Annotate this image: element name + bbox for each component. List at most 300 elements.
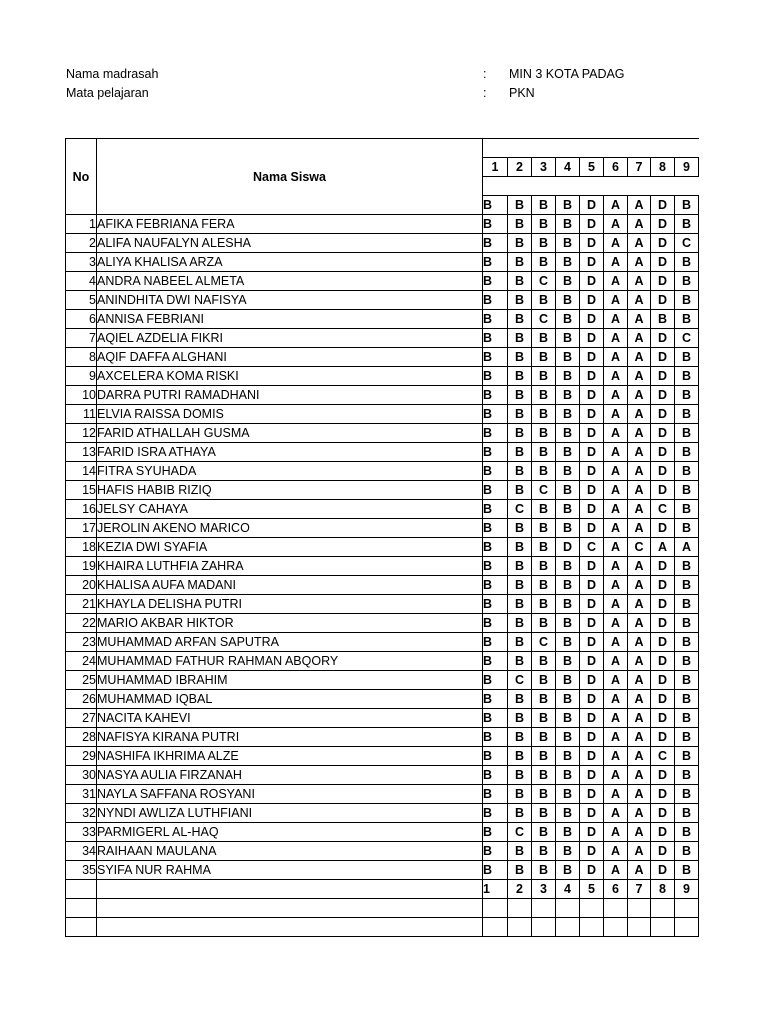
answer-cell: B	[556, 747, 580, 766]
table-row	[66, 519, 699, 538]
student-number: 9	[66, 367, 97, 386]
answer-cell: B	[508, 595, 532, 614]
answer-cell: B	[556, 557, 580, 576]
answer-cell: B	[532, 766, 556, 785]
answer-cell: B	[532, 557, 556, 576]
student-number: 33	[66, 823, 97, 842]
answer-cell: B	[508, 747, 532, 766]
answer-cell: B	[508, 861, 532, 880]
answer-cell: D	[651, 614, 675, 633]
answer-cell: A	[628, 310, 651, 329]
student-number: 13	[66, 443, 97, 462]
answer-cell: B	[532, 747, 556, 766]
student-number: 15	[66, 481, 97, 500]
student-name: ALIFA NAUFALYN ALESHA	[97, 234, 483, 253]
answer-cell: B	[532, 348, 556, 367]
student-number: 3	[66, 253, 97, 272]
answer-key-cell: B	[483, 196, 508, 215]
student-name: NYNDI AWLIZA LUTHFIANI	[97, 804, 483, 823]
answer-cell: B	[483, 804, 508, 823]
answer-cell: C	[628, 538, 651, 557]
answer-cell: A	[628, 481, 651, 500]
answer-cell: A	[628, 690, 651, 709]
student-number: 7	[66, 329, 97, 348]
student-number: 28	[66, 728, 97, 747]
answer-cell: A	[628, 576, 651, 595]
student-number: 27	[66, 709, 97, 728]
answer-cell: D	[651, 557, 675, 576]
answer-cell: A	[628, 291, 651, 310]
answer-cell: A	[628, 405, 651, 424]
answer-cell: A	[604, 576, 628, 595]
answer-cell: A	[628, 785, 651, 804]
answer-cell: A	[604, 500, 628, 519]
answer-cell: D	[580, 310, 604, 329]
answer-cell: A	[628, 519, 651, 538]
header-top-row	[66, 139, 699, 158]
answer-cell: D	[651, 595, 675, 614]
answer-cell: A	[604, 272, 628, 291]
student-name: NAYLA SAFFANA ROSYANI	[97, 785, 483, 804]
student-number: 31	[66, 785, 97, 804]
table-row	[66, 709, 699, 728]
student-name: JEROLIN AKENO MARICO	[97, 519, 483, 538]
school-label: Nama madrasah	[66, 67, 159, 81]
empty-cell	[628, 918, 651, 937]
answer-cell: A	[628, 595, 651, 614]
footer-number: 1	[483, 880, 508, 899]
student-number: 22	[66, 614, 97, 633]
table-row	[66, 595, 699, 614]
answer-cell: A	[604, 823, 628, 842]
table-row	[66, 253, 699, 272]
answer-cell: B	[483, 576, 508, 595]
answer-cell: A	[604, 462, 628, 481]
table-row	[66, 690, 699, 709]
student-name: AQIEL AZDELIA FIKRI	[97, 329, 483, 348]
answer-cell: A	[604, 766, 628, 785]
answer-cell: B	[556, 842, 580, 861]
answer-cell: B	[675, 291, 699, 310]
answer-cell: B	[556, 291, 580, 310]
answer-cell: B	[532, 690, 556, 709]
answer-cell: B	[508, 785, 532, 804]
answer-cell: B	[483, 424, 508, 443]
answer-cell: B	[532, 519, 556, 538]
student-number: 10	[66, 386, 97, 405]
answer-key-cell: B	[556, 196, 580, 215]
student-name: SYIFA NUR RAHMA	[97, 861, 483, 880]
answer-cell: B	[532, 709, 556, 728]
answer-cell: B	[556, 728, 580, 747]
answer-cell: C	[532, 310, 556, 329]
subject-colon: :	[483, 86, 487, 100]
question-number: 4	[556, 158, 580, 177]
answer-cell: A	[628, 367, 651, 386]
answer-cell: A	[604, 310, 628, 329]
answer-cell: B	[556, 861, 580, 880]
student-number: 6	[66, 310, 97, 329]
question-number: 1	[483, 158, 508, 177]
answer-cell: B	[508, 253, 532, 272]
answer-cell: B	[556, 310, 580, 329]
table-row	[66, 329, 699, 348]
empty-cell	[675, 918, 699, 937]
table-row	[66, 310, 699, 329]
answer-cell: D	[580, 747, 604, 766]
table-row	[66, 462, 699, 481]
student-number: 20	[66, 576, 97, 595]
footer-number: 8	[651, 880, 675, 899]
answer-cell: B	[483, 861, 508, 880]
student-number: 29	[66, 747, 97, 766]
answer-cell: D	[651, 519, 675, 538]
answer-cell: A	[604, 614, 628, 633]
answer-cell: B	[675, 386, 699, 405]
answer-cell: A	[604, 671, 628, 690]
answer-cell: B	[483, 367, 508, 386]
answer-cell: D	[651, 424, 675, 443]
answer-cell: B	[483, 234, 508, 253]
student-name: DARRA PUTRI RAMADHANI	[97, 386, 483, 405]
student-number: 8	[66, 348, 97, 367]
student-name: MARIO AKBAR HIKTOR	[97, 614, 483, 633]
table-row	[66, 842, 699, 861]
answer-cell: A	[604, 291, 628, 310]
answer-cell: D	[580, 272, 604, 291]
empty-row	[66, 918, 699, 937]
answer-cell: B	[675, 652, 699, 671]
answer-cell: D	[580, 519, 604, 538]
footer-empty-cell	[97, 880, 483, 899]
answer-cell: B	[508, 652, 532, 671]
table-row	[66, 861, 699, 880]
answer-cell: B	[508, 557, 532, 576]
answer-cell: B	[556, 405, 580, 424]
answer-cell: D	[651, 329, 675, 348]
question-number: 8	[651, 158, 675, 177]
answer-key-cell: B	[675, 196, 699, 215]
answer-cell: B	[508, 329, 532, 348]
answer-cell: D	[651, 272, 675, 291]
answer-cell: B	[508, 272, 532, 291]
empty-cell	[483, 918, 508, 937]
answer-sheet-table	[65, 138, 699, 937]
answer-cell: A	[604, 348, 628, 367]
answer-cell: A	[604, 861, 628, 880]
answer-cell: D	[651, 253, 675, 272]
answer-cell: B	[483, 728, 508, 747]
answer-cell: B	[675, 215, 699, 234]
answer-cell: A	[604, 595, 628, 614]
student-name: NAFISYA KIRANA PUTRI	[97, 728, 483, 747]
answer-cell: B	[508, 215, 532, 234]
answer-cell: B	[483, 481, 508, 500]
answer-cell: B	[508, 234, 532, 253]
empty-cell	[580, 899, 604, 918]
answer-cell: A	[604, 538, 628, 557]
answer-cell: B	[483, 253, 508, 272]
student-number: 17	[66, 519, 97, 538]
answer-cell: A	[628, 652, 651, 671]
answer-cell: A	[628, 823, 651, 842]
answer-cell: A	[604, 842, 628, 861]
answer-cell: B	[556, 272, 580, 291]
answer-cell: D	[651, 671, 675, 690]
school-colon: :	[483, 67, 487, 81]
answer-cell: B	[532, 367, 556, 386]
answer-cell: D	[580, 329, 604, 348]
answer-cell: B	[508, 614, 532, 633]
student-name: NASYA AULIA FIRZANAH	[97, 766, 483, 785]
answer-cell: B	[532, 671, 556, 690]
answer-cell: B	[556, 766, 580, 785]
answer-cell: A	[628, 633, 651, 652]
table-row	[66, 652, 699, 671]
answer-cell: B	[508, 405, 532, 424]
answer-cell: B	[508, 386, 532, 405]
answer-cell: B	[675, 747, 699, 766]
answer-cell: C	[532, 272, 556, 291]
header-blank-cell	[483, 139, 699, 158]
answer-cell: D	[580, 804, 604, 823]
answer-cell: B	[675, 576, 699, 595]
table-row	[66, 481, 699, 500]
answer-cell: B	[675, 405, 699, 424]
answer-cell: B	[532, 842, 556, 861]
answer-cell: B	[483, 348, 508, 367]
answer-cell: A	[628, 861, 651, 880]
answer-cell: B	[532, 652, 556, 671]
answer-cell: B	[532, 424, 556, 443]
answer-cell: D	[580, 557, 604, 576]
student-number: 14	[66, 462, 97, 481]
table-row	[66, 633, 699, 652]
empty-cell	[97, 918, 483, 937]
footer-empty-cell	[66, 880, 97, 899]
answer-cell: B	[556, 671, 580, 690]
answer-cell: A	[628, 614, 651, 633]
answer-cell: D	[651, 785, 675, 804]
answer-cell: B	[483, 614, 508, 633]
answer-key-cell: D	[580, 196, 604, 215]
answer-cell: B	[483, 272, 508, 291]
answer-cell: B	[556, 481, 580, 500]
answer-cell: D	[651, 348, 675, 367]
answer-cell: B	[556, 595, 580, 614]
answer-cell: B	[508, 291, 532, 310]
answer-cell: D	[651, 766, 675, 785]
answer-cell: C	[508, 823, 532, 842]
answer-cell: D	[651, 481, 675, 500]
answer-cell: D	[580, 405, 604, 424]
header-spacer-cell	[483, 177, 699, 196]
answer-cell: A	[604, 785, 628, 804]
answer-cell: B	[675, 823, 699, 842]
answer-cell: B	[675, 861, 699, 880]
answer-cell: A	[628, 329, 651, 348]
answer-cell: B	[508, 519, 532, 538]
answer-cell: B	[556, 329, 580, 348]
student-number: 26	[66, 690, 97, 709]
answer-cell: B	[532, 405, 556, 424]
empty-cell	[97, 899, 483, 918]
subject-value: PKN	[509, 86, 535, 100]
answer-cell: B	[675, 481, 699, 500]
answer-cell: C	[675, 234, 699, 253]
empty-cell	[556, 899, 580, 918]
answer-cell: B	[675, 272, 699, 291]
answer-cell: D	[580, 842, 604, 861]
table-row	[66, 823, 699, 842]
answer-cell: B	[556, 652, 580, 671]
answer-cell: A	[604, 481, 628, 500]
answer-cell: B	[483, 766, 508, 785]
answer-cell: B	[483, 443, 508, 462]
student-name: MUHAMMAD IBRAHIM	[97, 671, 483, 690]
school-value: MIN 3 KOTA PADAG	[509, 67, 625, 81]
answer-cell: B	[532, 595, 556, 614]
answer-cell: B	[483, 538, 508, 557]
footer-number: 9	[675, 880, 699, 899]
answer-cell: A	[628, 842, 651, 861]
empty-cell	[651, 918, 675, 937]
answer-cell: A	[604, 690, 628, 709]
student-name: AQIF DAFFA ALGHANI	[97, 348, 483, 367]
answer-cell: B	[556, 443, 580, 462]
answer-cell: B	[483, 747, 508, 766]
answer-cell: B	[508, 443, 532, 462]
student-number: 23	[66, 633, 97, 652]
answer-cell: B	[532, 804, 556, 823]
answer-cell: B	[675, 348, 699, 367]
answer-cell: B	[675, 424, 699, 443]
answer-cell: D	[651, 633, 675, 652]
col-name-header: Nama Siswa	[97, 139, 483, 215]
answer-cell: B	[532, 823, 556, 842]
answer-cell: A	[628, 500, 651, 519]
empty-cell	[675, 899, 699, 918]
answer-cell: D	[651, 215, 675, 234]
empty-cell	[508, 899, 532, 918]
answer-cell: D	[651, 405, 675, 424]
student-number: 30	[66, 766, 97, 785]
empty-cell	[508, 918, 532, 937]
answer-cell: B	[675, 842, 699, 861]
answer-cell: B	[556, 253, 580, 272]
answer-cell: B	[483, 291, 508, 310]
answer-cell: A	[604, 367, 628, 386]
student-name: KHALISA AUFA MADANI	[97, 576, 483, 595]
answer-key-cell: A	[628, 196, 651, 215]
answer-cell: B	[483, 329, 508, 348]
student-name: KEZIA DWI SYAFIA	[97, 538, 483, 557]
answer-cell: B	[651, 310, 675, 329]
answer-cell: B	[483, 386, 508, 405]
answer-cell: D	[580, 291, 604, 310]
answer-cell: B	[675, 614, 699, 633]
student-name: AFIKA FEBRIANA FERA	[97, 215, 483, 234]
answer-cell: A	[604, 424, 628, 443]
answer-cell: D	[651, 690, 675, 709]
table-row	[66, 766, 699, 785]
table-row	[66, 367, 699, 386]
answer-key-cell: B	[508, 196, 532, 215]
answer-cell: A	[628, 215, 651, 234]
footer-number: 7	[628, 880, 651, 899]
answer-cell: A	[604, 557, 628, 576]
answer-cell: A	[604, 234, 628, 253]
answer-cell: A	[628, 386, 651, 405]
student-name: KHAIRA LUTHFIA ZAHRA	[97, 557, 483, 576]
answer-cell: D	[651, 709, 675, 728]
answer-cell: B	[483, 405, 508, 424]
answer-cell: D	[651, 823, 675, 842]
answer-cell: A	[628, 747, 651, 766]
answer-cell: B	[532, 253, 556, 272]
answer-cell: D	[556, 538, 580, 557]
answer-cell: A	[604, 215, 628, 234]
answer-cell: B	[556, 614, 580, 633]
answer-cell: B	[508, 728, 532, 747]
answer-cell: B	[556, 804, 580, 823]
answer-cell: D	[580, 709, 604, 728]
empty-cell	[580, 918, 604, 937]
answer-cell: D	[651, 652, 675, 671]
student-name: FITRA SYUHADA	[97, 462, 483, 481]
student-name: MUHAMMAD IQBAL	[97, 690, 483, 709]
question-number: 2	[508, 158, 532, 177]
answer-cell: B	[483, 462, 508, 481]
answer-cell: B	[532, 291, 556, 310]
answer-cell: B	[532, 861, 556, 880]
student-name: HAFIS HABIB RIZIQ	[97, 481, 483, 500]
answer-cell: B	[532, 500, 556, 519]
table-row	[66, 272, 699, 291]
student-number: 35	[66, 861, 97, 880]
answer-cell: B	[508, 804, 532, 823]
answer-cell: A	[604, 405, 628, 424]
question-number: 6	[604, 158, 628, 177]
answer-cell: B	[556, 823, 580, 842]
answer-cell: B	[483, 595, 508, 614]
answer-cell: B	[532, 329, 556, 348]
answer-cell: A	[628, 671, 651, 690]
table-row	[66, 291, 699, 310]
footer-number: 2	[508, 880, 532, 899]
answer-cell: B	[532, 614, 556, 633]
answer-cell: A	[604, 519, 628, 538]
answer-cell: D	[651, 861, 675, 880]
answer-cell: B	[556, 234, 580, 253]
student-name: ANDRA NABEEL ALMETA	[97, 272, 483, 291]
answer-cell: D	[651, 386, 675, 405]
student-name: KHAYLA DELISHA PUTRI	[97, 595, 483, 614]
answer-cell: B	[483, 785, 508, 804]
answer-cell: D	[651, 842, 675, 861]
table-row	[66, 557, 699, 576]
answer-cell: B	[532, 234, 556, 253]
answer-cell: D	[580, 253, 604, 272]
student-number: 24	[66, 652, 97, 671]
answer-cell: B	[508, 310, 532, 329]
answer-cell: B	[483, 652, 508, 671]
empty-cell	[651, 899, 675, 918]
empty-cell	[628, 899, 651, 918]
answer-cell: D	[651, 728, 675, 747]
student-number: 19	[66, 557, 97, 576]
question-number: 5	[580, 158, 604, 177]
